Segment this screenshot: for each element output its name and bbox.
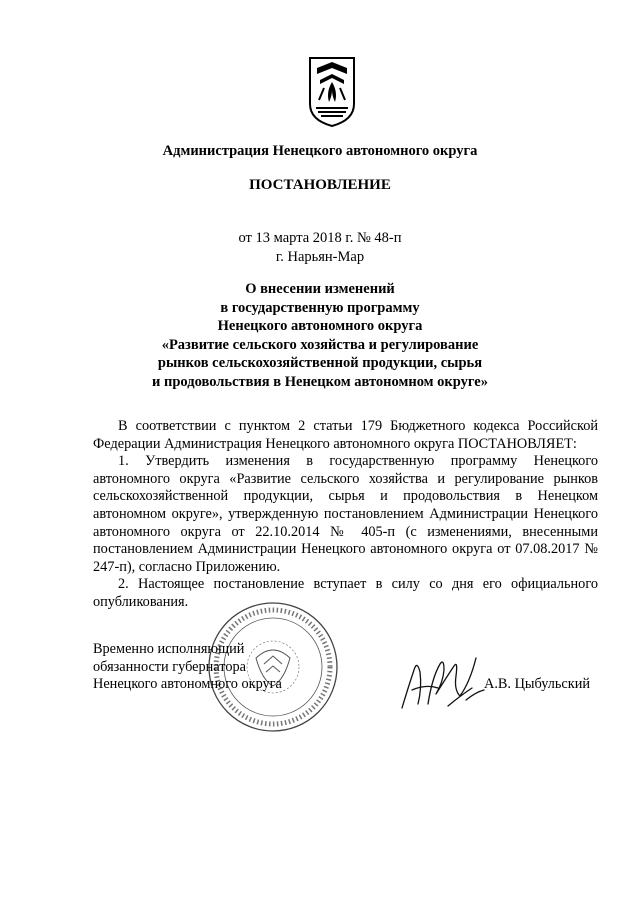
body-paragraph: 2. Настоящее постановление вступает в силу со дня его официального опубликования. xyxy=(93,576,598,610)
coat-of-arms-icon xyxy=(307,52,357,128)
document-place: г. Нарьян-Мар xyxy=(275,249,365,265)
document-body xyxy=(93,418,598,612)
subject-line: «Развитие сельского хозяйства и регулирование xyxy=(161,336,479,353)
subject-line: О внесении изменений xyxy=(245,281,395,297)
organization-title: Администрация Ненецкого автономного округа xyxy=(162,143,478,159)
signer-position-line: обязанности губернатора xyxy=(93,658,246,675)
document-date-number: от 13 марта 2018 г. № 48-п xyxy=(238,230,402,246)
document-type: ПОСТАНОВЛЕНИЕ xyxy=(249,177,391,193)
signature-block xyxy=(93,641,282,694)
subject-line: в государственную программу xyxy=(220,299,420,316)
subject-line: рынков сельскохозяйственной продукции, сырья xyxy=(157,355,483,371)
subject-line: и продовольствия в Ненецком автономном округе» xyxy=(152,373,488,390)
document-subject xyxy=(0,280,640,391)
signer-position-line: Временно исполняющий xyxy=(93,641,245,657)
body-paragraph: В соответствии с пунктом 2 статьи 179 Бюджетного кодекса Российской Федерации Администрация Ненецкого автономного округа ПОСТАНОВЛЯЕТ: xyxy=(93,418,598,452)
subject-line: Ненецкого автономного округа xyxy=(217,318,423,334)
signer-position-line: Ненецкого автономного округа xyxy=(93,676,282,693)
body-paragraph: 1. Утвердить изменения в государственную программу Ненецкого автономного округа «Развитие сельского хозяйства и регулирование рынков сельскохозяйственной продукции, сырья и продовольствия в Ненецком автономном округе», утвержденную постановлением Администрации Ненецкого автономного округа от 22.10.2014 № 405-п (с изменениями, внесенными постановлением Администрации Ненецкого автономного округа от 07.08.2017 № 247-п), согласно Приложению. xyxy=(93,453,598,575)
signer-name: А.В. Цыбульский xyxy=(484,676,591,692)
handwritten-signature-icon xyxy=(398,652,490,712)
